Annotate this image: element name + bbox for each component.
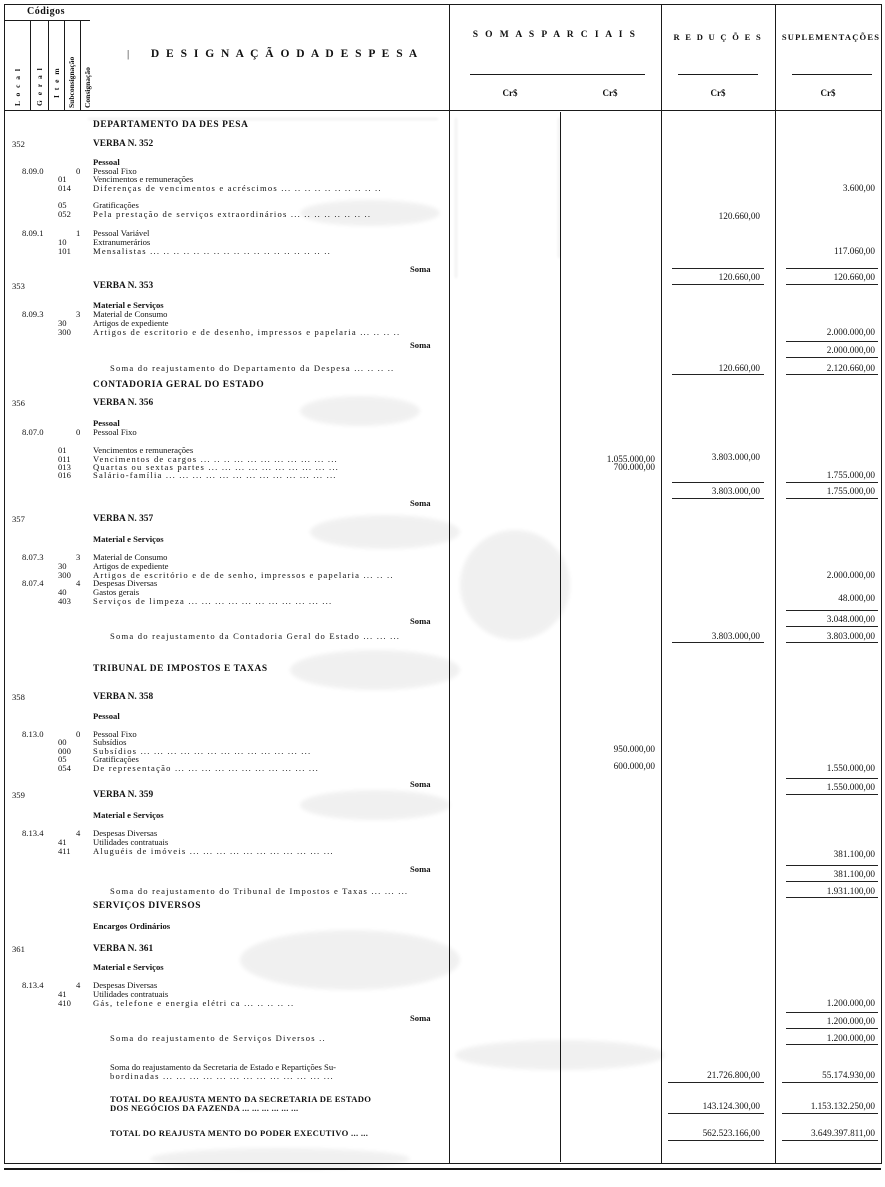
row-sup-054: 1.550.000,00: [826, 763, 875, 773]
header-cr-4: Cr$: [820, 88, 836, 98]
row-label-pessoal-fixo-1: Pessoal Fixo: [93, 166, 137, 176]
rule-faz-red: [668, 1113, 764, 1114]
row-label-prestacao-servicos: Pela prestação de serviços extraordinários ... .. .. .. .. .. .. ..: [93, 209, 372, 219]
row-soma-3: Soma: [410, 498, 431, 508]
row-soma-4-sup: 3.048.000,00: [826, 614, 875, 624]
rule-soma3-sup: [786, 482, 878, 483]
rule-soma2-sup: [786, 341, 878, 342]
row-soma-3-red: 3.803.000,00: [711, 486, 760, 496]
row-somas-000: 950.000,00: [613, 744, 655, 754]
scan-smudge-5: [290, 650, 460, 690]
total-subordinadas-red: 21.726.800,00: [707, 1070, 760, 1080]
frame-top-line: [4, 4, 881, 5]
rule-soma1-sup-b: [786, 284, 878, 285]
scan-smudge-8: [455, 1040, 665, 1070]
row-soma-servicos: Soma do reajustamento de Serviços Diversos ..: [110, 1033, 326, 1043]
header-cr-2: Cr$: [602, 88, 618, 98]
row-soma-1-sup: 120.660,00: [833, 272, 875, 282]
row-sup-300-a: 2.000.000,00: [826, 327, 875, 337]
scan-smudge-4: [460, 530, 570, 640]
row-label-artigos-escritorio-2: Artigos de escritório e de de senho, impressos e papelaria ... .. ..: [93, 570, 394, 580]
row-subconsig-011: 011: [58, 454, 71, 464]
row-label-pessoal-fixo-3: Pessoal Fixo: [93, 729, 137, 739]
row-soma-dep-despesa-sup: 2.120.660,00: [826, 363, 875, 373]
row-subconsig-410: 410: [58, 998, 71, 1008]
row-consig-05-b: 05: [58, 754, 67, 764]
row-sup-403: 48.000,00: [838, 593, 875, 603]
header-local: L o c a l: [13, 67, 22, 106]
scan-smudge-3: [310, 515, 460, 549]
row-consig-10: 10: [58, 237, 67, 247]
rule-soma3-red-b: [672, 498, 764, 499]
row-subtitle-material-2: Material e Serviços: [93, 534, 164, 544]
rule-soma3-red: [672, 482, 764, 483]
row-label-gratificacoes-2: Gratificações: [93, 754, 139, 764]
row-somas-013: 700.000,00: [613, 462, 655, 472]
header-reducoes: R E D U Ç Õ E S: [673, 32, 763, 42]
row-sup-410: 1.200.000,00: [826, 998, 875, 1008]
row-label-utilidades-2: Utilidades contratuais: [93, 989, 169, 999]
row-somas-011: 1.055.000,00: [606, 454, 655, 464]
row-soma-7: Soma: [410, 1013, 431, 1023]
row-label-diferencas: Diferenças de vencimentos e acréscimos ... .. .. .. .. .. .. .. .. ..: [93, 183, 382, 193]
row-subconsig-300-a: 300: [58, 327, 71, 337]
col-sep-geral: [30, 20, 31, 110]
row-soma-contadoria: Soma do reajustamento da Contadoria Geral do Estado ... ... ...: [110, 631, 401, 641]
header-cr-3: Cr$: [710, 88, 726, 98]
row-label-mensalistas: Mensalistas ... .. .. .. .. .. .. .. .. .. .. .. .. .. .. .. .. ..: [93, 246, 331, 256]
codigos-underline: [4, 20, 90, 21]
frame-bottom-line-2: [4, 1168, 881, 1170]
row-local-361: 361: [12, 944, 25, 954]
row-subconsig-300-b: 300: [58, 570, 71, 580]
row-soma-2-sup: 2.000.000,00: [826, 345, 875, 355]
header-item: I t e m: [52, 66, 61, 98]
row-item-0: 0: [76, 166, 81, 176]
row-label-subsidios: Subsídios: [93, 737, 127, 747]
header-consignacao: Consignação: [83, 67, 92, 108]
row-item-4-c: 4: [76, 980, 81, 990]
total-executivo: TOTAL DO REAJUSTA MENTO DO PODER EXECUTIVO ... ...: [110, 1128, 369, 1138]
row-label-vencimentos-cargos: Vencimentos de cargos ... .. .. ... ... ... ... ... ... ... ...: [93, 454, 338, 464]
row-consig-41-a: 41: [58, 837, 67, 847]
total-fazenda-sup: 1.153.132.250,00: [810, 1101, 875, 1111]
row-label-vencimentos-1: Vencimentos e remunerações: [93, 174, 194, 184]
designacao-marker: |: [127, 48, 130, 60]
rule-soma1-red: [672, 268, 764, 269]
row-sup-016: 1.755.000,00: [826, 470, 875, 480]
scan-smudge-2: [300, 396, 420, 426]
col-sep-local: [4, 4, 5, 1164]
row-consig-01-a: 01: [58, 174, 67, 184]
header-suplementacoes: SUPLEMENTAÇÕES: [781, 32, 881, 42]
row-sup-014: 3.600,00: [842, 183, 875, 193]
row-label-gas-telefone: Gás, telefone e energia elétri ca ... .. .. .. ..: [93, 998, 295, 1008]
row-label-salario-familia: Salário-família ... ... ... ... ... ... ... ... ... ... ... ... ...: [93, 470, 337, 480]
row-soma-5-sup: 1.550.000,00: [826, 782, 875, 792]
row-red-052: 120.660,00: [718, 211, 760, 221]
reducoes-header-rule: [678, 74, 758, 75]
row-subtitle-material-3: Material e Serviços: [93, 810, 164, 820]
scan-streak-1: [455, 118, 457, 278]
rule-somacont-sup: [786, 642, 878, 643]
row-label-artigos-expediente-2: Artigos de expediente: [93, 561, 169, 571]
rule-soma7-sup-b: [786, 1028, 878, 1029]
row-verba-352: VERBA N. 352: [93, 139, 154, 149]
row-soma-servicos-sup: 1.200.000,00: [826, 1033, 875, 1043]
rule-sub-sup: [782, 1082, 878, 1083]
row-geral-8074: 8.07.4: [22, 578, 44, 588]
rule-soma6-sup: [786, 865, 878, 866]
row-sup-411: 381.100,00: [833, 849, 875, 859]
row-subconsig-411: 411: [58, 846, 71, 856]
row-item-4: 4: [76, 578, 81, 588]
row-item-3: 3: [76, 309, 81, 319]
row-subconsig-014: 014: [58, 183, 71, 193]
row-subconsig-016: 016: [58, 470, 71, 480]
row-consig-00: 00: [58, 737, 67, 747]
row-geral-8130: 8.13.0: [22, 729, 44, 739]
row-soma-contadoria-sup: 3.803.000,00: [826, 631, 875, 641]
rule-soma7-sup: [786, 1012, 878, 1013]
row-label-subsidios-2: Subsídios ... ... ... ... ... ... ... ... ... ... ... ... ...: [93, 746, 312, 756]
rule-soma5-sup-b: [786, 794, 878, 795]
row-label-material-consumo-2: Material de Consumo: [93, 552, 168, 562]
row-local-357: 357: [12, 514, 25, 524]
row-geral-8134-a: 8.13.4: [22, 828, 44, 838]
rule-somacont-red: [672, 642, 764, 643]
row-label-gratificacoes-1: Gratificações: [93, 200, 139, 210]
scan-streak-2: [558, 118, 560, 258]
row-label-material-consumo-1: Material de Consumo: [93, 309, 168, 319]
row-local-356: 356: [12, 398, 25, 408]
section-contadoria: CONTADORIA GERAL DO ESTADO: [93, 380, 265, 390]
row-label-pessoal-fixo-2: Pessoal Fixo: [93, 427, 137, 437]
total-fazenda-red: 143.124.300,00: [702, 1101, 760, 1111]
section-servicos-diversos: SERVIÇOS DIVERSOS: [93, 901, 202, 911]
row-subconsig-403: 403: [58, 596, 71, 606]
total-subordinadas-line1: Soma do reajustamento da Secretaria de Estado e Repartições Su-: [110, 1062, 336, 1072]
row-verba-361: VERBA N. 361: [93, 944, 154, 954]
rule-soma4-sup: [786, 610, 878, 611]
row-verba-356: VERBA N. 356: [93, 398, 154, 408]
row-geral-8073: 8.07.3: [22, 552, 44, 562]
frame-header-line: [4, 110, 881, 111]
col-sep-suplementacoes: [775, 4, 776, 1164]
row-label-artigos-escritorio-1: Artigos de escritorio e de desenho, impressos e papelaria ... .. .. ..: [93, 327, 401, 337]
scan-streak-3: [88, 118, 438, 120]
row-subtitle-pessoal-1: Pessoal: [93, 157, 120, 167]
row-label-gastos-gerais: Gastos gerais: [93, 587, 140, 597]
row-local-358: 358: [12, 692, 25, 702]
row-label-de-representacao: De representação ... ... ... ... ... ... ... ... ... ... ...: [93, 763, 319, 773]
row-item-0-b: 0: [76, 427, 81, 437]
row-subtitle-material-1: Material e Serviços: [93, 300, 164, 310]
frame-bottom-line: [4, 1163, 881, 1164]
row-subconsig-000: 000: [58, 746, 71, 756]
total-fazenda-line1: TOTAL DO REAJUSTA MENTO DA SECRETARIA DE ESTADO: [110, 1094, 372, 1104]
row-label-servicos-limpeza: Serviços de limpeza ... ... ... ... ... ... ... ... ... ... ...: [93, 596, 333, 606]
header-somas-parciais: S O M A S P A R C I A I S: [472, 30, 638, 40]
row-geral-8070: 8.07.0: [22, 427, 44, 437]
row-red-011: 3.803.000,00: [711, 452, 760, 462]
total-subordinadas-sup: 55.174.930,00: [822, 1070, 875, 1080]
row-item-4-b: 4: [76, 828, 81, 838]
row-soma-1-red: 120.660,00: [718, 272, 760, 282]
row-subconsig-013: 013: [58, 462, 71, 472]
header-geral: G e r a l: [35, 66, 44, 106]
row-label-utilidades-1: Utilidades contratuais: [93, 837, 169, 847]
row-geral-8090: 8.09.0: [22, 166, 44, 176]
row-consig-05-a: 05: [58, 200, 67, 210]
row-local-353: 353: [12, 281, 25, 291]
row-label-vencimentos-2: Vencimentos e remunerações: [93, 445, 194, 455]
suplementacoes-header-rule: [792, 74, 872, 75]
rule-soma5-sup: [786, 778, 878, 779]
row-geral-8093: 8.09.3: [22, 309, 44, 319]
row-subtitle-pessoal-2: Pessoal: [93, 418, 120, 428]
somas-header-rule: [470, 74, 645, 75]
row-consig-30-b: 30: [58, 561, 67, 571]
row-geral-8091: 8.09.1: [22, 228, 44, 238]
scan-smudge-7: [240, 930, 460, 990]
header-designacao: D E S I G N A Ç Ã O D A D E S P E S A: [150, 48, 420, 60]
row-label-artigos-expediente-1: Artigos de expediente: [93, 318, 169, 328]
rule-soma2-sup-b: [786, 357, 878, 358]
section-encargos-ordinarios: Encargos Ordinários: [93, 921, 171, 931]
rule-somadep-sup: [786, 374, 878, 375]
rule-soma1-sup: [786, 268, 878, 269]
header-subconsignacao: Subconsignação: [67, 56, 76, 108]
row-soma-6-sup: 381.100,00: [833, 869, 875, 879]
row-soma-contadoria-red: 3.803.000,00: [711, 631, 760, 641]
row-sup-101: 117.060,00: [833, 246, 875, 256]
row-consig-30-a: 30: [58, 318, 67, 328]
total-executivo-red: 562.523.166,00: [702, 1128, 760, 1138]
rule-exec-red: [668, 1140, 764, 1141]
total-fazenda-line2: DOS NEGÓCIOS DA FAZENDA ... ... ... ... ... ...: [110, 1103, 299, 1113]
row-item-0-c: 0: [76, 729, 81, 739]
rule-somatrib-sup: [786, 897, 878, 898]
rule-soma4-sup-b: [786, 626, 878, 627]
col-sep-item: [48, 20, 49, 110]
col-sep-reducoes: [661, 4, 662, 1164]
total-subordinadas-line2: bordinadas ... ... ... ... ... ... ... ... ... ... ... ... ...: [110, 1071, 334, 1081]
row-label-pessoal-variavel: Pessoal Variável: [93, 228, 150, 238]
col-sep-designacao: [449, 4, 450, 1164]
row-consig-40: 40: [58, 587, 67, 597]
row-verba-353: VERBA N. 353: [93, 281, 154, 291]
col-sep-subconsig: [64, 20, 65, 110]
row-soma-tribunal-sup: 1.931.100,00: [826, 886, 875, 896]
scan-smudge-1: [300, 200, 440, 226]
scan-smudge-6: [300, 790, 450, 820]
row-local-359: 359: [12, 790, 25, 800]
row-soma-4: Soma: [410, 616, 431, 626]
row-verba-357: VERBA N. 357: [93, 514, 154, 524]
rule-sub-red: [668, 1082, 764, 1083]
row-sup-300-b: 2.000.000,00: [826, 570, 875, 580]
row-soma-7-sup: 1.200.000,00: [826, 1016, 875, 1026]
row-consig-41-b: 41: [58, 989, 67, 999]
row-subconsig-101: 101: [58, 246, 71, 256]
row-label-alugueis: Aluguéis de imóveis ... ... ... ... ... ... ... ... ... ... ...: [93, 846, 334, 856]
row-label-despesas-diversas-2: Despesas Diversas: [93, 828, 158, 838]
row-subconsig-052: 052: [58, 209, 71, 219]
rule-somadep-red: [672, 374, 764, 375]
row-subconsig-054: 054: [58, 763, 71, 773]
rule-soma1-red-b: [672, 284, 764, 285]
row-label-quartas-sextas: Quartas ou sextas partes ... ... ... ... ... ... ... ... ... ...: [93, 462, 340, 472]
row-label-despesas-diversas-3: Despesas Diversas: [93, 980, 158, 990]
header-cr-1: Cr$: [502, 88, 518, 98]
rule-soma6-sup-b: [786, 881, 878, 882]
row-somas-054: 600.000,00: [613, 761, 655, 771]
rule-soma3-sup-b: [786, 498, 878, 499]
rule-exec-sup: [782, 1140, 878, 1141]
frame-right-line: [881, 4, 882, 1164]
scan-smudge-9: [150, 1148, 410, 1170]
row-verba-359: VERBA N. 359: [93, 790, 154, 800]
row-soma-3-sup: 1.755.000,00: [826, 486, 875, 496]
section-tribunal: TRIBUNAL DE IMPOSTOS E TAXAS: [93, 664, 268, 674]
row-verba-358: VERBA N. 358: [93, 692, 154, 702]
row-label-despesas-diversas-1: Despesas Diversas: [93, 578, 158, 588]
row-label-extranumerarios: Extranumerários: [93, 237, 151, 247]
row-item-3-b: 3: [76, 552, 81, 562]
row-soma-dep-despesa-red: 120.660,00: [718, 363, 760, 373]
row-soma-6: Soma: [410, 864, 431, 874]
row-consig-01-b: 01: [58, 445, 67, 455]
section-departamento-despesa: DEPARTAMENTO DA DES PESA: [93, 120, 249, 130]
col-sep-consig: [80, 20, 81, 110]
col-sep-somas-inner: [560, 112, 561, 1162]
row-soma-tribunal: Soma do reajustamento do Tribunal de Impostos e Taxas ... ... ...: [110, 886, 409, 896]
row-soma-1: Soma: [410, 264, 431, 274]
row-local-352: 352: [12, 139, 25, 149]
row-subtitle-pessoal-3: Pessoal: [93, 711, 120, 721]
row-soma-dep-despesa: Soma do reajustamento do Departamento da Despesa ... .. .. ..: [110, 363, 395, 373]
header-codigos: Códigos: [27, 6, 65, 17]
rule-somaserv-sup: [786, 1044, 878, 1045]
total-executivo-sup: 3.649.397.811,00: [811, 1128, 875, 1138]
row-subtitle-material-4: Material e Serviços: [93, 962, 164, 972]
row-soma-2: Soma: [410, 340, 431, 350]
rule-faz-sup: [782, 1113, 878, 1114]
row-soma-5: Soma: [410, 779, 431, 789]
row-geral-8134-b: 8.13.4: [22, 980, 44, 990]
row-item-1: 1: [76, 228, 81, 238]
